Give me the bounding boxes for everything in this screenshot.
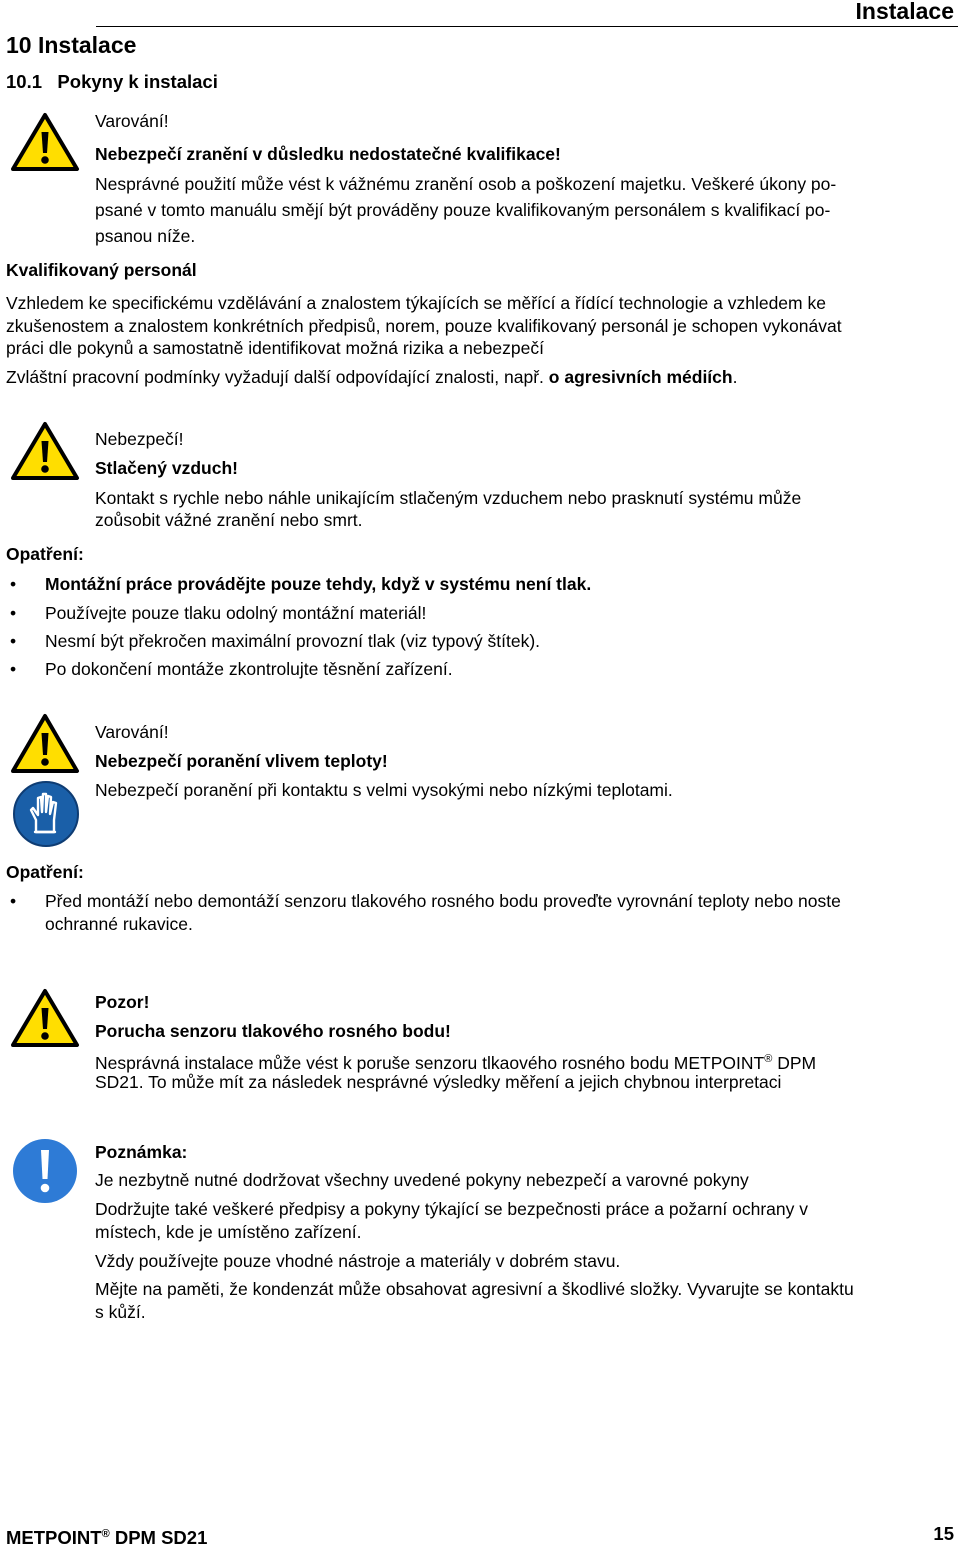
special-conditions-text <box>6 366 737 389</box>
measures-heading: Opatření: <box>6 544 84 564</box>
caution-text-line: SD21. To může mít za následek nesprávné výsledky měření a jejich chybnou interpretaci <box>95 1072 782 1092</box>
protective-gloves-icon <box>12 780 80 848</box>
warning-triangle-icon <box>10 421 80 481</box>
note-paragraph: Vždy používejte pouze vhodné nástroje a materiály v dobrém stavu. <box>95 1251 621 1271</box>
list-item-continued: ochranné rukavice. <box>45 914 193 934</box>
info-exclamation-icon <box>12 1138 78 1204</box>
danger-text-line: zoůsobit vážné zranění nebo smrt. <box>95 510 363 530</box>
list-item: Před montáží nebo demontáží senzoru tlakového rosného bodu proveďte vyrovnání teploty nebo noste <box>45 891 841 911</box>
bullet: • <box>10 603 17 623</box>
section-heading: 10.1 Pokyny k instalaci <box>6 71 218 92</box>
paragraph-line: Vzhledem ke specifickému vzdělávání a znalostem týkajících se měřící a řídící technologie a vzhledem ke <box>6 293 826 313</box>
list-item: Po dokončení montáže zkontrolujte těsnění zařízení. <box>45 659 453 679</box>
caution-text: DPM <box>772 1053 817 1073</box>
note-label: Poznámka: <box>95 1142 188 1162</box>
qualified-heading: Kvalifikovaný personál <box>6 260 197 280</box>
bullet: • <box>10 659 17 679</box>
list-item: Montážní práce provádějte pouze tehdy, když v systému není tlak. <box>45 574 592 594</box>
note-paragraph: místech, kde je umístěno zařízení. <box>95 1222 362 1242</box>
footer-product <box>6 1522 207 1550</box>
warning-text-line: psané v tomto manuálu smějí být prováděny pouze kvalifikovaným personálem s kvalifikací po- <box>95 200 831 220</box>
special-text: Zvláštní pracovní podmínky vyžadují další odpovídající znalosti, např. <box>6 367 549 387</box>
list-item: Používejte pouze tlaku odolný montážní materiál! <box>45 603 427 623</box>
registered-mark: ® <box>101 1528 110 1540</box>
warning-title: Nebezpečí zranění v důsledku nedostatečné kvalifikace! <box>95 144 561 164</box>
special-bold-text: o agresivních médiích <box>548 367 733 387</box>
note-paragraph: s kůží. <box>95 1302 146 1322</box>
header-rule <box>96 26 958 27</box>
warning-triangle-icon <box>10 112 80 172</box>
special-suffix: . <box>732 367 738 387</box>
danger-label: Nebezpečí! <box>95 429 184 449</box>
danger-title: Stlačený vzduch! <box>95 458 238 478</box>
warning-text-line: Nesprávné použití může vést k vážnému zranění osob a poškození majetku. Veškeré úkony po- <box>95 174 837 194</box>
caution-title: Porucha senzoru tlakového rosného bodu! <box>95 1021 451 1041</box>
warning-label: Varování! <box>95 722 169 742</box>
bullet: • <box>10 891 17 911</box>
caution-text: Nesprávná instalace může vést k poruše senzoru tlkaového rosného bodu METPOINT <box>95 1053 765 1073</box>
note-paragraph: Mějte na paměti, že kondenzát může obsahovat agresivní a škodlivé složky. Vyvarujte se kontaktu <box>95 1279 854 1299</box>
bullet: • <box>10 574 17 594</box>
page-number: 15 <box>933 1523 954 1544</box>
note-paragraph: Je nezbytně nutné dodržovat všechny uvedené pokyny nebezpečí a varovné pokyny <box>95 1170 749 1190</box>
page-header-title: Instalace <box>855 0 954 24</box>
chapter-heading: 10 Instalace <box>6 32 137 58</box>
footer-product-name: METPOINT <box>6 1527 102 1548</box>
warning-triangle-icon <box>10 988 80 1048</box>
warning-title: Nebezpečí poranění vlivem teploty! <box>95 751 388 771</box>
note-paragraph: Dodržujte také veškeré předpisy a pokyny týkající se bezpečnosti práce a požarní ochrany v <box>95 1199 809 1219</box>
list-item: Nesmí být překročen maximální provozní tlak (viz typový štítek). <box>45 631 541 651</box>
measures-heading: Opatření: <box>6 862 84 882</box>
warning-triangle-icon <box>10 713 80 775</box>
bullet: • <box>10 631 17 651</box>
warning-text-line: Nebezpečí poranění při kontaktu s velmi vysokými nebo nízkými teplotami. <box>95 780 673 800</box>
caution-label: Pozor! <box>95 992 150 1012</box>
paragraph-line: práci dle pokynů a samostatně identifikovat možná rizika a nebezpečí <box>6 338 544 358</box>
registered-mark: ® <box>764 1053 773 1065</box>
warning-label: Varování! <box>95 111 169 131</box>
footer-product-model: DPM SD21 <box>109 1527 208 1548</box>
warning-text-line: psanou níže. <box>95 226 196 246</box>
danger-text-line: Kontakt s rychle nebo náhle unikajícím stlačeným vzduchem nebo prasknutí systému může <box>95 488 802 508</box>
paragraph-line: zkušenostem a znalostem konkrétních předpisů, norem, pouze kvalifikovaný personál je schopen vykonávat <box>6 316 842 336</box>
